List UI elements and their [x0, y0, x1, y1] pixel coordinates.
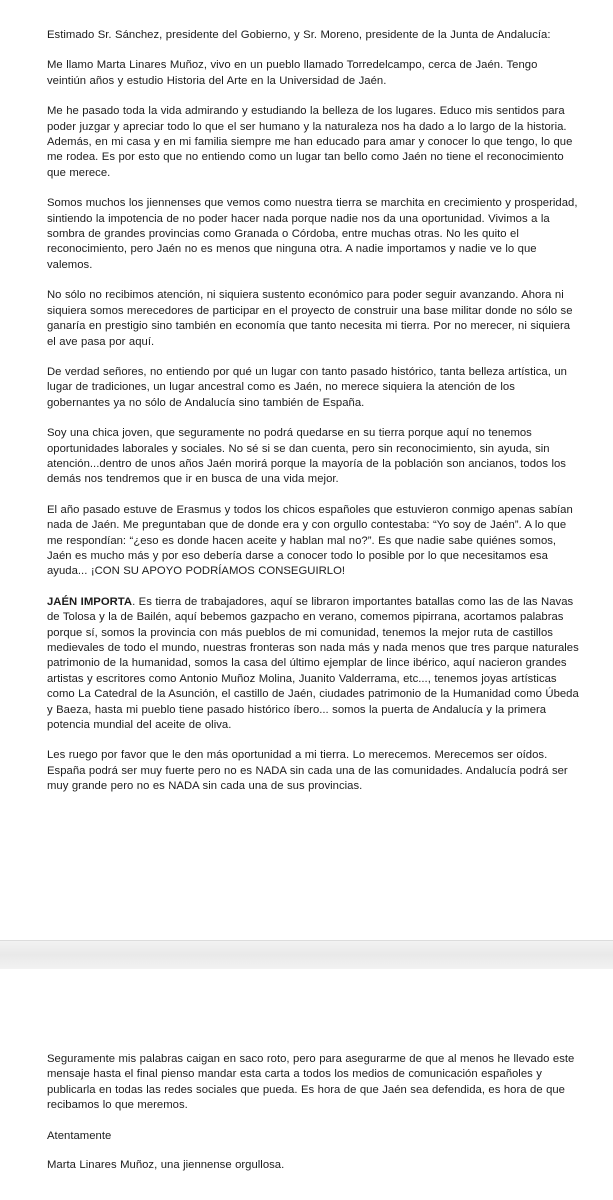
- closing: Atentamente: [47, 1129, 112, 1142]
- paragraph-history: De verdad señores, no entiendo por qué un lugar con tanto pasado histórico, tanta belleza artística, un lugar de tradiciones, un lugar ancestral como es Jaén, no merece siquiera la atención de los gobernantes ya no sólo de Andalucía sino también de España.: [47, 365, 567, 409]
- letter-body: [47, 28, 579, 810]
- paragraph-final: Seguramente mis palabras caigan en saco roto, pero para asegurarme de que al menos he llevado este mensaje hasta el final pienso mandar esta carta a todos los medios de comunicación españoles y publicarla en todas las redes sociales que pueda. Es hora de que Jaén sea defendida, es hora de que recibamos lo que meremos.: [47, 1053, 575, 1112]
- letter-ending: [47, 1052, 579, 1188]
- page-separator: [0, 940, 613, 970]
- paragraph-youth: Soy una chica joven, que seguramente no podrá quedarse en su tierra porque aquí no tenemos oportunidades laborales y sociales. No sé si se dan cuenta, pero sin reconocimiento, sin ayuda, sin atención...dentro de unos años Jaén morirá porque la mayoría de la población son ancianos, todos los demás nos tendremos que ir en busca de una vida mejor.: [47, 427, 566, 486]
- paragraph-erasmus: El año pasado estuve de Erasmus y todos los chicos españoles que estuvieron conmigo apenas sabían nada de Jaén. Me preguntaban que de donde era y con orgullo contestaba: “Yo soy de Jaén”. A lo que me respondían: “¿eso es donde hacen aceite y hablan mal no?”. Es que nadie sabe quiénes somos, Jaén es mucho más y por eso debería darse a conocer todo lo posible por lo que necesitamos esa ayuda... ¡CON SU APOYO PODRÍAMOS CONSEGUIRLO!: [47, 503, 573, 578]
- paragraph-intro: Me llamo Marta Linares Muñoz, vivo en un pueblo llamado Torredelcampo, cerca de Jaén. Tengo veintiún años y estudio Historia del Arte en la Universidad de Jaén.: [47, 59, 538, 87]
- paragraph-beauty: Me he pasado toda la vida admirando y estudiando la belleza de los lugares. Educo mis sentidos para poder juzgar y apreciar todo lo que el ser humano y la naturaleza nos ha dado a lo largo de la historia. Además, en mi casa y en mi familia siempre me han educado para amar y conocer lo que tengo, lo que me rodea. Es por esto que no entiendo como un lugar tan bello como Jaén no tiene el reconocimiento que merece.: [47, 105, 573, 179]
- paragraph-jiennenses: Somos muchos los jiennenses que vemos como nuestra tierra se marchita en crecimiento y prosperidad, sintiendo la impotencia de no poder hacer nada porque nadie nos da una oportunidad. Vivimos a la sombra de grandes provincias como Granada o Córdoba, entre muchas otras. No les quito el reconocimiento, pero Jaén no es menos que ninguna otra. A nadie importamos y nadie ve lo que valemos.: [47, 197, 578, 271]
- signature: Marta Linares Muñoz, una jiennense orgullosa.: [47, 1159, 285, 1172]
- jaen-importa-text: . Es tierra de trabajadores, aquí se libraron importantes batallas como las de las Navas de Tolosa y la de Bailén, aquí bebemos gazpacho en verano, comemos pipirrana, acortamos palabras porque sí, somos la provincia con más pueblos de mi comunidad, tenemos la mejor ruta de castillos medievales de todo el mundo, nuestras fronteras son nada más y nada menos que tres parque naturales patrimonio de la humanidad, somos la casa del último ejemplar de lince ibérico, aquí nacieron grandes artistas y escritores como Antonio Muñoz Molina, Juanito Valderrama, etc..., tenemos joyas artísticas como La Catedral de la Asunción, el castillo de Jaén, ciudades patrimonio de la Humanidad como Úbeda y Baeza, hasta mi pueblo tiene pasado histórico íbero... somos la puerta de Andalucía y la primera potencia mundial del aceite de oliva.: [47, 595, 579, 732]
- document-page-2: [0, 969, 613, 1200]
- paragraph-jaen-importa: [47, 595, 579, 734]
- jaen-importa-heading: JAÉN IMPORTA: [47, 595, 133, 608]
- salutation: Estimado Sr. Sánchez, presidente del Gobierno, y Sr. Moreno, presidente de la Junta de Andalucía:: [47, 29, 551, 41]
- paragraph-attention: No sólo no recibimos atención, ni siquiera sustento económico para poder seguir avanzando. Ahora ni siquiera somos merecedores de participar en el proyecto de construir una base militar donde no sólo se ganaría en prestigio sino también en economía que tanto necesita mi tierra. Por no merecer, ni siquiera el ave pasa por aquí.: [47, 289, 573, 348]
- paragraph-plea: Les ruego por favor que le den más oportunidad a mi tierra. Lo merecemos. Merecemos ser oídos. España podrá ser muy fuerte pero no es NADA sin cada una de las comunidades. Andalucía podrá ser muy grande pero no es NADA sin cada una de sus provincias.: [47, 749, 568, 793]
